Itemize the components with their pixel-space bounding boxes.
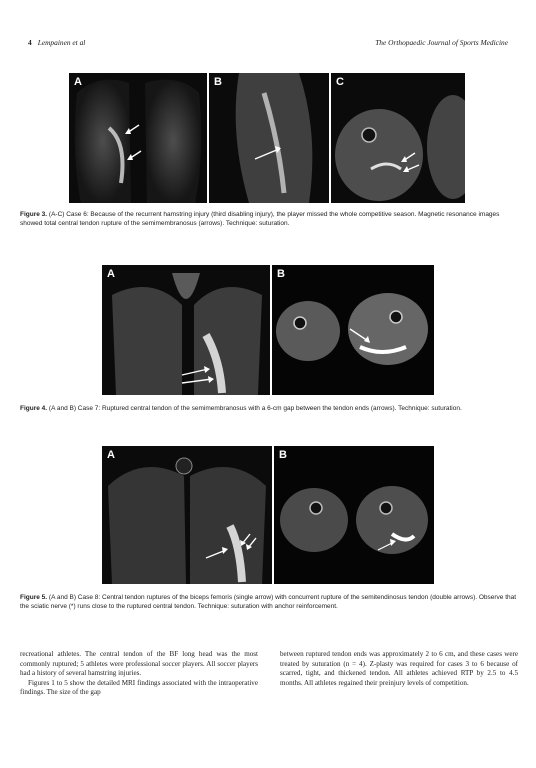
caption-text: (A and B) Case 7: Ruptured central tendon of the semimembranosus with a 6-cm gap between the tendon ends (arrows). Technique: suturation. xyxy=(47,405,462,412)
caption-label: Figure 4. xyxy=(20,405,48,412)
figure-4-panel-b xyxy=(272,265,434,395)
panel-label: B xyxy=(279,449,287,461)
figure-4-panel-a xyxy=(102,265,270,395)
body-paragraph: between ruptured tendon ends was approximately 2 to 6 cm, and these cases were treated by suturation (n = 4). Z-plasty was required for cases 3 to 6 because of scarred, tight, and thickened tendon. All athletes achieved RTP by 2.5 to 4.5 months. All athletes regained their preinjury levels of competition. xyxy=(280,650,518,687)
figure-3-panel-a xyxy=(69,73,207,203)
page-number: 4 xyxy=(28,38,32,47)
figure-4-caption xyxy=(20,405,518,414)
panel-label: A xyxy=(74,76,82,88)
panel-label: C xyxy=(336,76,344,88)
panel-label: A xyxy=(107,449,115,461)
running-header-left xyxy=(28,38,85,47)
panel-label: B xyxy=(214,76,222,88)
body-paragraph: recreational athletes. The central tendon of the BF long head was the most commonly ruptured; 5 athletes were professional soccer players. All soccer players had a history of several hamstring injuries. xyxy=(20,650,258,678)
body-column-left xyxy=(20,650,258,698)
mri-axial-thigh-image xyxy=(331,73,465,203)
body-paragraph: Figures 1 to 5 show the detailed MRI findings associated with the intraoperative findings. The size of the gap xyxy=(20,678,258,697)
figure-3-caption xyxy=(20,211,518,228)
mri-axial-thighs-image xyxy=(272,265,434,395)
figure-3-panel-c xyxy=(331,73,465,203)
figure-5-panel-a xyxy=(102,446,272,584)
figure-5-caption xyxy=(20,594,518,611)
journal-header: The Orthopaedic Journal of Sports Medicine xyxy=(375,38,508,47)
panel-label: A xyxy=(107,268,115,280)
mri-coronal-pelvis-image xyxy=(102,265,270,395)
mri-coronal-pelvis-image xyxy=(102,446,272,584)
caption-label: Figure 5. xyxy=(20,594,48,601)
panel-label: B xyxy=(277,268,285,280)
figure-3-panel-b xyxy=(209,73,329,203)
caption-text: (A-C) Case 6: Because of the recurrent hamstring injury (third disabling injury), the player missed the whole competitive season. Magnetic resonance images showed total central tendon rupture of the semimembranosus (arrows). Technique: suturation. xyxy=(20,211,500,227)
author-header: Lempainen et al xyxy=(37,38,86,47)
caption-label: Figure 3. xyxy=(20,211,48,218)
body-column-right xyxy=(280,650,518,688)
mri-coronal-thigh-image xyxy=(69,73,207,203)
figure-5-panel-b xyxy=(274,446,434,584)
caption-text: (A and B) Case 8: Central tendon ruptures of the biceps femoris (single arrow) with concurrent rupture of the semitendinosus tendon (double arrows). Observe that the sciatic nerve (*) runs close to the ruptured central tendon. Technique: suturation with anchor reinforcement. xyxy=(20,594,517,610)
mri-sagittal-thigh-image xyxy=(209,73,329,203)
mri-axial-thighs-image xyxy=(274,446,434,584)
